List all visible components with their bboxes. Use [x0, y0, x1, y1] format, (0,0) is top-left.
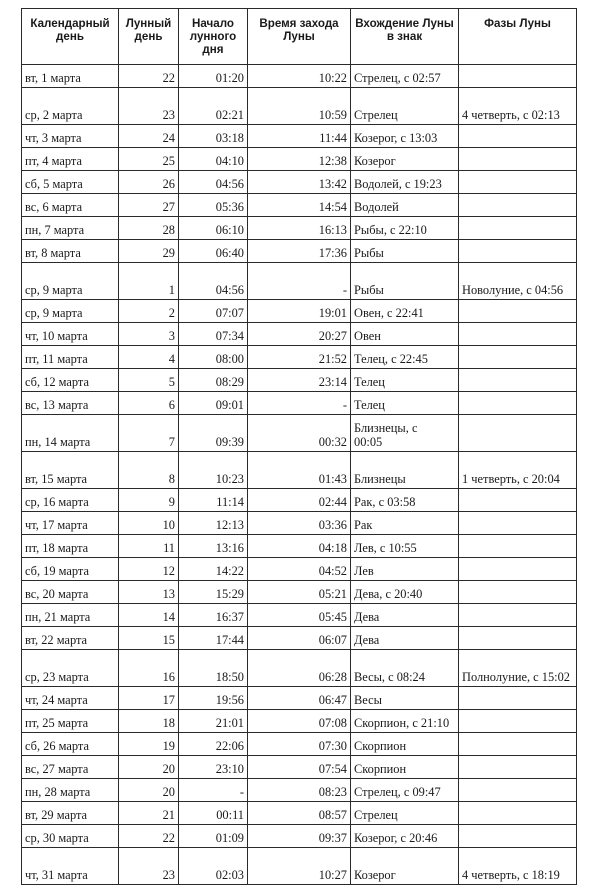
cell-moonset: 14:54 — [248, 194, 351, 217]
cell-sign: Лев, с 10:55 — [351, 535, 459, 558]
table-row — [22, 240, 577, 263]
cell-sign: Рыбы, с 22:10 — [351, 217, 459, 240]
table-row — [22, 581, 577, 604]
cell-sign: Телец — [351, 369, 459, 392]
table-row — [22, 452, 577, 489]
cell-phase — [459, 194, 577, 217]
cell-date: сб, 26 марта — [22, 733, 119, 756]
cell-phase — [459, 779, 577, 802]
table-row — [22, 369, 577, 392]
cell-start: 17:44 — [179, 627, 248, 650]
cell-phase — [459, 627, 577, 650]
cell-start: 04:56 — [179, 263, 248, 300]
table-row — [22, 604, 577, 627]
cell-sign: Водолей — [351, 194, 459, 217]
cell-phase — [459, 346, 577, 369]
cell-sign: Скорпион, с 21:10 — [351, 710, 459, 733]
cell-phase — [459, 240, 577, 263]
cell-lunar-day: 20 — [119, 779, 179, 802]
cell-start: 19:56 — [179, 687, 248, 710]
cell-date: вт, 22 марта — [22, 627, 119, 650]
cell-start: 02:21 — [179, 88, 248, 125]
cell-start: 08:00 — [179, 346, 248, 369]
cell-phase — [459, 148, 577, 171]
cell-lunar-day: 6 — [119, 392, 179, 415]
cell-lunar-day: 14 — [119, 604, 179, 627]
cell-start: 13:16 — [179, 535, 248, 558]
cell-sign: Дева — [351, 627, 459, 650]
cell-start: 05:36 — [179, 194, 248, 217]
cell-sign: Скорпион — [351, 756, 459, 779]
cell-lunar-day: 17 — [119, 687, 179, 710]
cell-date: пн, 21 марта — [22, 604, 119, 627]
cell-moonset: 17:36 — [248, 240, 351, 263]
cell-start: 09:39 — [179, 415, 248, 452]
cell-start: 02:03 — [179, 848, 248, 885]
cell-sign: Телец, с 22:45 — [351, 346, 459, 369]
cell-moonset: 23:14 — [248, 369, 351, 392]
cell-lunar-day: 18 — [119, 710, 179, 733]
cell-date: пн, 14 марта — [22, 415, 119, 452]
cell-moonset: 03:36 — [248, 512, 351, 535]
cell-start: 03:18 — [179, 125, 248, 148]
header-start: Начало лунного дня — [179, 9, 248, 65]
cell-phase — [459, 392, 577, 415]
cell-sign: Скорпион — [351, 733, 459, 756]
cell-start: 10:23 — [179, 452, 248, 489]
table-row — [22, 392, 577, 415]
cell-moonset: 07:54 — [248, 756, 351, 779]
cell-moonset: 05:21 — [248, 581, 351, 604]
table-row — [22, 148, 577, 171]
cell-lunar-day: 20 — [119, 756, 179, 779]
cell-start: 08:29 — [179, 369, 248, 392]
cell-sign: Дева, с 20:40 — [351, 581, 459, 604]
cell-moonset: 07:30 — [248, 733, 351, 756]
cell-date: вс, 27 марта — [22, 756, 119, 779]
table-row — [22, 88, 577, 125]
header-date: Календарный день — [22, 9, 119, 65]
cell-phase — [459, 733, 577, 756]
cell-sign: Рак, с 03:58 — [351, 489, 459, 512]
cell-moonset: 11:44 — [248, 125, 351, 148]
cell-sign: Лев — [351, 558, 459, 581]
table-row — [22, 217, 577, 240]
table-row — [22, 650, 577, 687]
cell-start: 01:09 — [179, 825, 248, 848]
cell-start: 00:11 — [179, 802, 248, 825]
cell-sign: Стрелец, с 09:47 — [351, 779, 459, 802]
cell-sign: Стрелец — [351, 802, 459, 825]
header-sign: Вхождение Луны в знак — [351, 9, 459, 65]
table-row — [22, 346, 577, 369]
cell-moonset: 10:27 — [248, 848, 351, 885]
cell-date: вт, 15 марта — [22, 452, 119, 489]
cell-lunar-day: 22 — [119, 825, 179, 848]
table-row — [22, 535, 577, 558]
cell-sign: Близнецы — [351, 452, 459, 489]
cell-sign: Козерог — [351, 848, 459, 885]
cell-phase — [459, 581, 577, 604]
cell-phase — [459, 300, 577, 323]
cell-lunar-day: 5 — [119, 369, 179, 392]
cell-phase — [459, 65, 577, 88]
cell-phase — [459, 687, 577, 710]
cell-start: 07:34 — [179, 323, 248, 346]
cell-sign-line: 00:05 — [354, 435, 383, 449]
cell-phase — [459, 535, 577, 558]
cell-start: 14:22 — [179, 558, 248, 581]
cell-moonset: 13:42 — [248, 171, 351, 194]
cell-sign: Козерог — [351, 148, 459, 171]
cell-lunar-day: 15 — [119, 627, 179, 650]
cell-moonset: 21:52 — [248, 346, 351, 369]
cell-lunar-day: 25 — [119, 148, 179, 171]
cell-phase: Новолуние, с 04:56 — [459, 263, 577, 300]
cell-sign-line: Близнецы, с — [354, 421, 418, 435]
cell-start: 23:10 — [179, 756, 248, 779]
cell-start: 09:01 — [179, 392, 248, 415]
cell-moonset: 16:13 — [248, 217, 351, 240]
table-row — [22, 171, 577, 194]
cell-date: ср, 9 марта — [22, 300, 119, 323]
cell-date: чт, 3 марта — [22, 125, 119, 148]
cell-date: ср, 2 марта — [22, 88, 119, 125]
cell-phase — [459, 125, 577, 148]
cell-date: сб, 12 марта — [22, 369, 119, 392]
cell-sign: Овен — [351, 323, 459, 346]
cell-moonset: 06:28 — [248, 650, 351, 687]
table-row — [22, 300, 577, 323]
table-row — [22, 710, 577, 733]
table-body — [22, 65, 577, 885]
cell-moonset: 06:47 — [248, 687, 351, 710]
cell-sign: Козерог, с 13:03 — [351, 125, 459, 148]
table-header-row — [22, 9, 577, 65]
cell-lunar-day: 11 — [119, 535, 179, 558]
table-row — [22, 489, 577, 512]
cell-lunar-day: 10 — [119, 512, 179, 535]
cell-phase — [459, 512, 577, 535]
cell-lunar-day: 16 — [119, 650, 179, 687]
cell-start: 15:29 — [179, 581, 248, 604]
cell-date: пт, 4 марта — [22, 148, 119, 171]
cell-phase: 4 четверть, с 02:13 — [459, 88, 577, 125]
cell-start: 06:40 — [179, 240, 248, 263]
table-row — [22, 512, 577, 535]
cell-moonset: 06:07 — [248, 627, 351, 650]
cell-phase — [459, 369, 577, 392]
table-row — [22, 194, 577, 217]
cell-moonset: 04:18 — [248, 535, 351, 558]
table-row — [22, 848, 577, 885]
cell-phase: 4 четверть, с 18:19 — [459, 848, 577, 885]
header-phase: Фазы Луны — [459, 9, 577, 65]
table-row — [22, 65, 577, 88]
table-row — [22, 263, 577, 300]
cell-moonset: 00:32 — [248, 415, 351, 452]
cell-phase — [459, 604, 577, 627]
cell-moonset: 08:57 — [248, 802, 351, 825]
cell-sign: Овен, с 22:41 — [351, 300, 459, 323]
cell-start: 06:10 — [179, 217, 248, 240]
cell-phase: 1 четверть, с 20:04 — [459, 452, 577, 489]
table-row — [22, 627, 577, 650]
table-row — [22, 687, 577, 710]
cell-lunar-day: 12 — [119, 558, 179, 581]
cell-moonset: 08:23 — [248, 779, 351, 802]
cell-lunar-day: 22 — [119, 65, 179, 88]
cell-lunar-day: 3 — [119, 323, 179, 346]
cell-lunar-day: 7 — [119, 415, 179, 452]
cell-lunar-day: 23 — [119, 848, 179, 885]
cell-lunar-day: 28 — [119, 217, 179, 240]
cell-date: чт, 31 марта — [22, 848, 119, 885]
cell-phase: Полнолуние, с 15:02 — [459, 650, 577, 687]
cell-date: вт, 1 марта — [22, 65, 119, 88]
cell-phase — [459, 756, 577, 779]
cell-date: вт, 29 марта — [22, 802, 119, 825]
cell-phase — [459, 489, 577, 512]
cell-moonset: 20:27 — [248, 323, 351, 346]
cell-start: 22:06 — [179, 733, 248, 756]
cell-date: сб, 19 марта — [22, 558, 119, 581]
table-row — [22, 558, 577, 581]
header-lunar-day: Лунный день — [119, 9, 179, 65]
cell-moonset: - — [248, 392, 351, 415]
cell-start: - — [179, 779, 248, 802]
cell-start: 16:37 — [179, 604, 248, 627]
cell-lunar-day: 27 — [119, 194, 179, 217]
cell-phase — [459, 217, 577, 240]
cell-moonset: 10:59 — [248, 88, 351, 125]
cell-date: вт, 8 марта — [22, 240, 119, 263]
cell-sign: Стрелец, с 02:57 — [351, 65, 459, 88]
header-moonset: Время захода Луны — [248, 9, 351, 65]
cell-lunar-day: 1 — [119, 263, 179, 300]
cell-sign: Весы, с 08:24 — [351, 650, 459, 687]
cell-lunar-day: 13 — [119, 581, 179, 604]
table-row — [22, 125, 577, 148]
cell-phase — [459, 825, 577, 848]
cell-date: вс, 6 марта — [22, 194, 119, 217]
cell-moonset: 07:08 — [248, 710, 351, 733]
cell-date: чт, 17 марта — [22, 512, 119, 535]
cell-date: вс, 20 марта — [22, 581, 119, 604]
table-row — [22, 733, 577, 756]
cell-moonset: 04:52 — [248, 558, 351, 581]
table-row — [22, 779, 577, 802]
cell-sign: Водолей, с 19:23 — [351, 171, 459, 194]
cell-moonset: 02:44 — [248, 489, 351, 512]
table-row — [22, 415, 577, 452]
cell-phase — [459, 415, 577, 452]
cell-start: 01:20 — [179, 65, 248, 88]
cell-date: чт, 24 марта — [22, 687, 119, 710]
cell-start: 07:07 — [179, 300, 248, 323]
cell-phase — [459, 171, 577, 194]
cell-date: сб, 5 марта — [22, 171, 119, 194]
cell-lunar-day: 21 — [119, 802, 179, 825]
cell-date: ср, 30 марта — [22, 825, 119, 848]
cell-date: ср, 9 марта — [22, 263, 119, 300]
cell-moonset: 19:01 — [248, 300, 351, 323]
cell-phase — [459, 558, 577, 581]
cell-start: 21:01 — [179, 710, 248, 733]
cell-sign: Рак — [351, 512, 459, 535]
cell-lunar-day: 23 — [119, 88, 179, 125]
cell-lunar-day: 19 — [119, 733, 179, 756]
cell-moonset: 12:38 — [248, 148, 351, 171]
cell-sign: Телец — [351, 392, 459, 415]
cell-moonset: 10:22 — [248, 65, 351, 88]
cell-date: вс, 13 марта — [22, 392, 119, 415]
cell-sign: Рыбы — [351, 240, 459, 263]
cell-lunar-day: 26 — [119, 171, 179, 194]
cell-date: пн, 28 марта — [22, 779, 119, 802]
cell-start: 04:56 — [179, 171, 248, 194]
cell-lunar-day: 8 — [119, 452, 179, 489]
cell-date: пт, 11 марта — [22, 346, 119, 369]
cell-sign: Рыбы — [351, 263, 459, 300]
cell-date: чт, 10 марта — [22, 323, 119, 346]
cell-date: пт, 25 марта — [22, 710, 119, 733]
cell-phase — [459, 323, 577, 346]
cell-lunar-day: 9 — [119, 489, 179, 512]
cell-sign — [351, 415, 459, 452]
cell-lunar-day: 29 — [119, 240, 179, 263]
table-row — [22, 756, 577, 779]
cell-phase — [459, 710, 577, 733]
table-row — [22, 802, 577, 825]
cell-lunar-day: 24 — [119, 125, 179, 148]
cell-start: 04:10 — [179, 148, 248, 171]
cell-start: 12:13 — [179, 512, 248, 535]
cell-date: пт, 18 марта — [22, 535, 119, 558]
cell-moonset: 05:45 — [248, 604, 351, 627]
cell-sign: Козерог, с 20:46 — [351, 825, 459, 848]
lunar-calendar-table — [21, 8, 577, 885]
cell-sign: Весы — [351, 687, 459, 710]
table-row — [22, 825, 577, 848]
cell-sign: Дева — [351, 604, 459, 627]
cell-lunar-day: 4 — [119, 346, 179, 369]
cell-date: пн, 7 марта — [22, 217, 119, 240]
cell-date: ср, 23 марта — [22, 650, 119, 687]
cell-date: ср, 16 марта — [22, 489, 119, 512]
cell-moonset: - — [248, 263, 351, 300]
cell-start: 11:14 — [179, 489, 248, 512]
cell-moonset: 01:43 — [248, 452, 351, 489]
table-row — [22, 323, 577, 346]
cell-lunar-day: 2 — [119, 300, 179, 323]
cell-moonset: 09:37 — [248, 825, 351, 848]
cell-phase — [459, 802, 577, 825]
cell-sign: Стрелец — [351, 88, 459, 125]
cell-start: 18:50 — [179, 650, 248, 687]
